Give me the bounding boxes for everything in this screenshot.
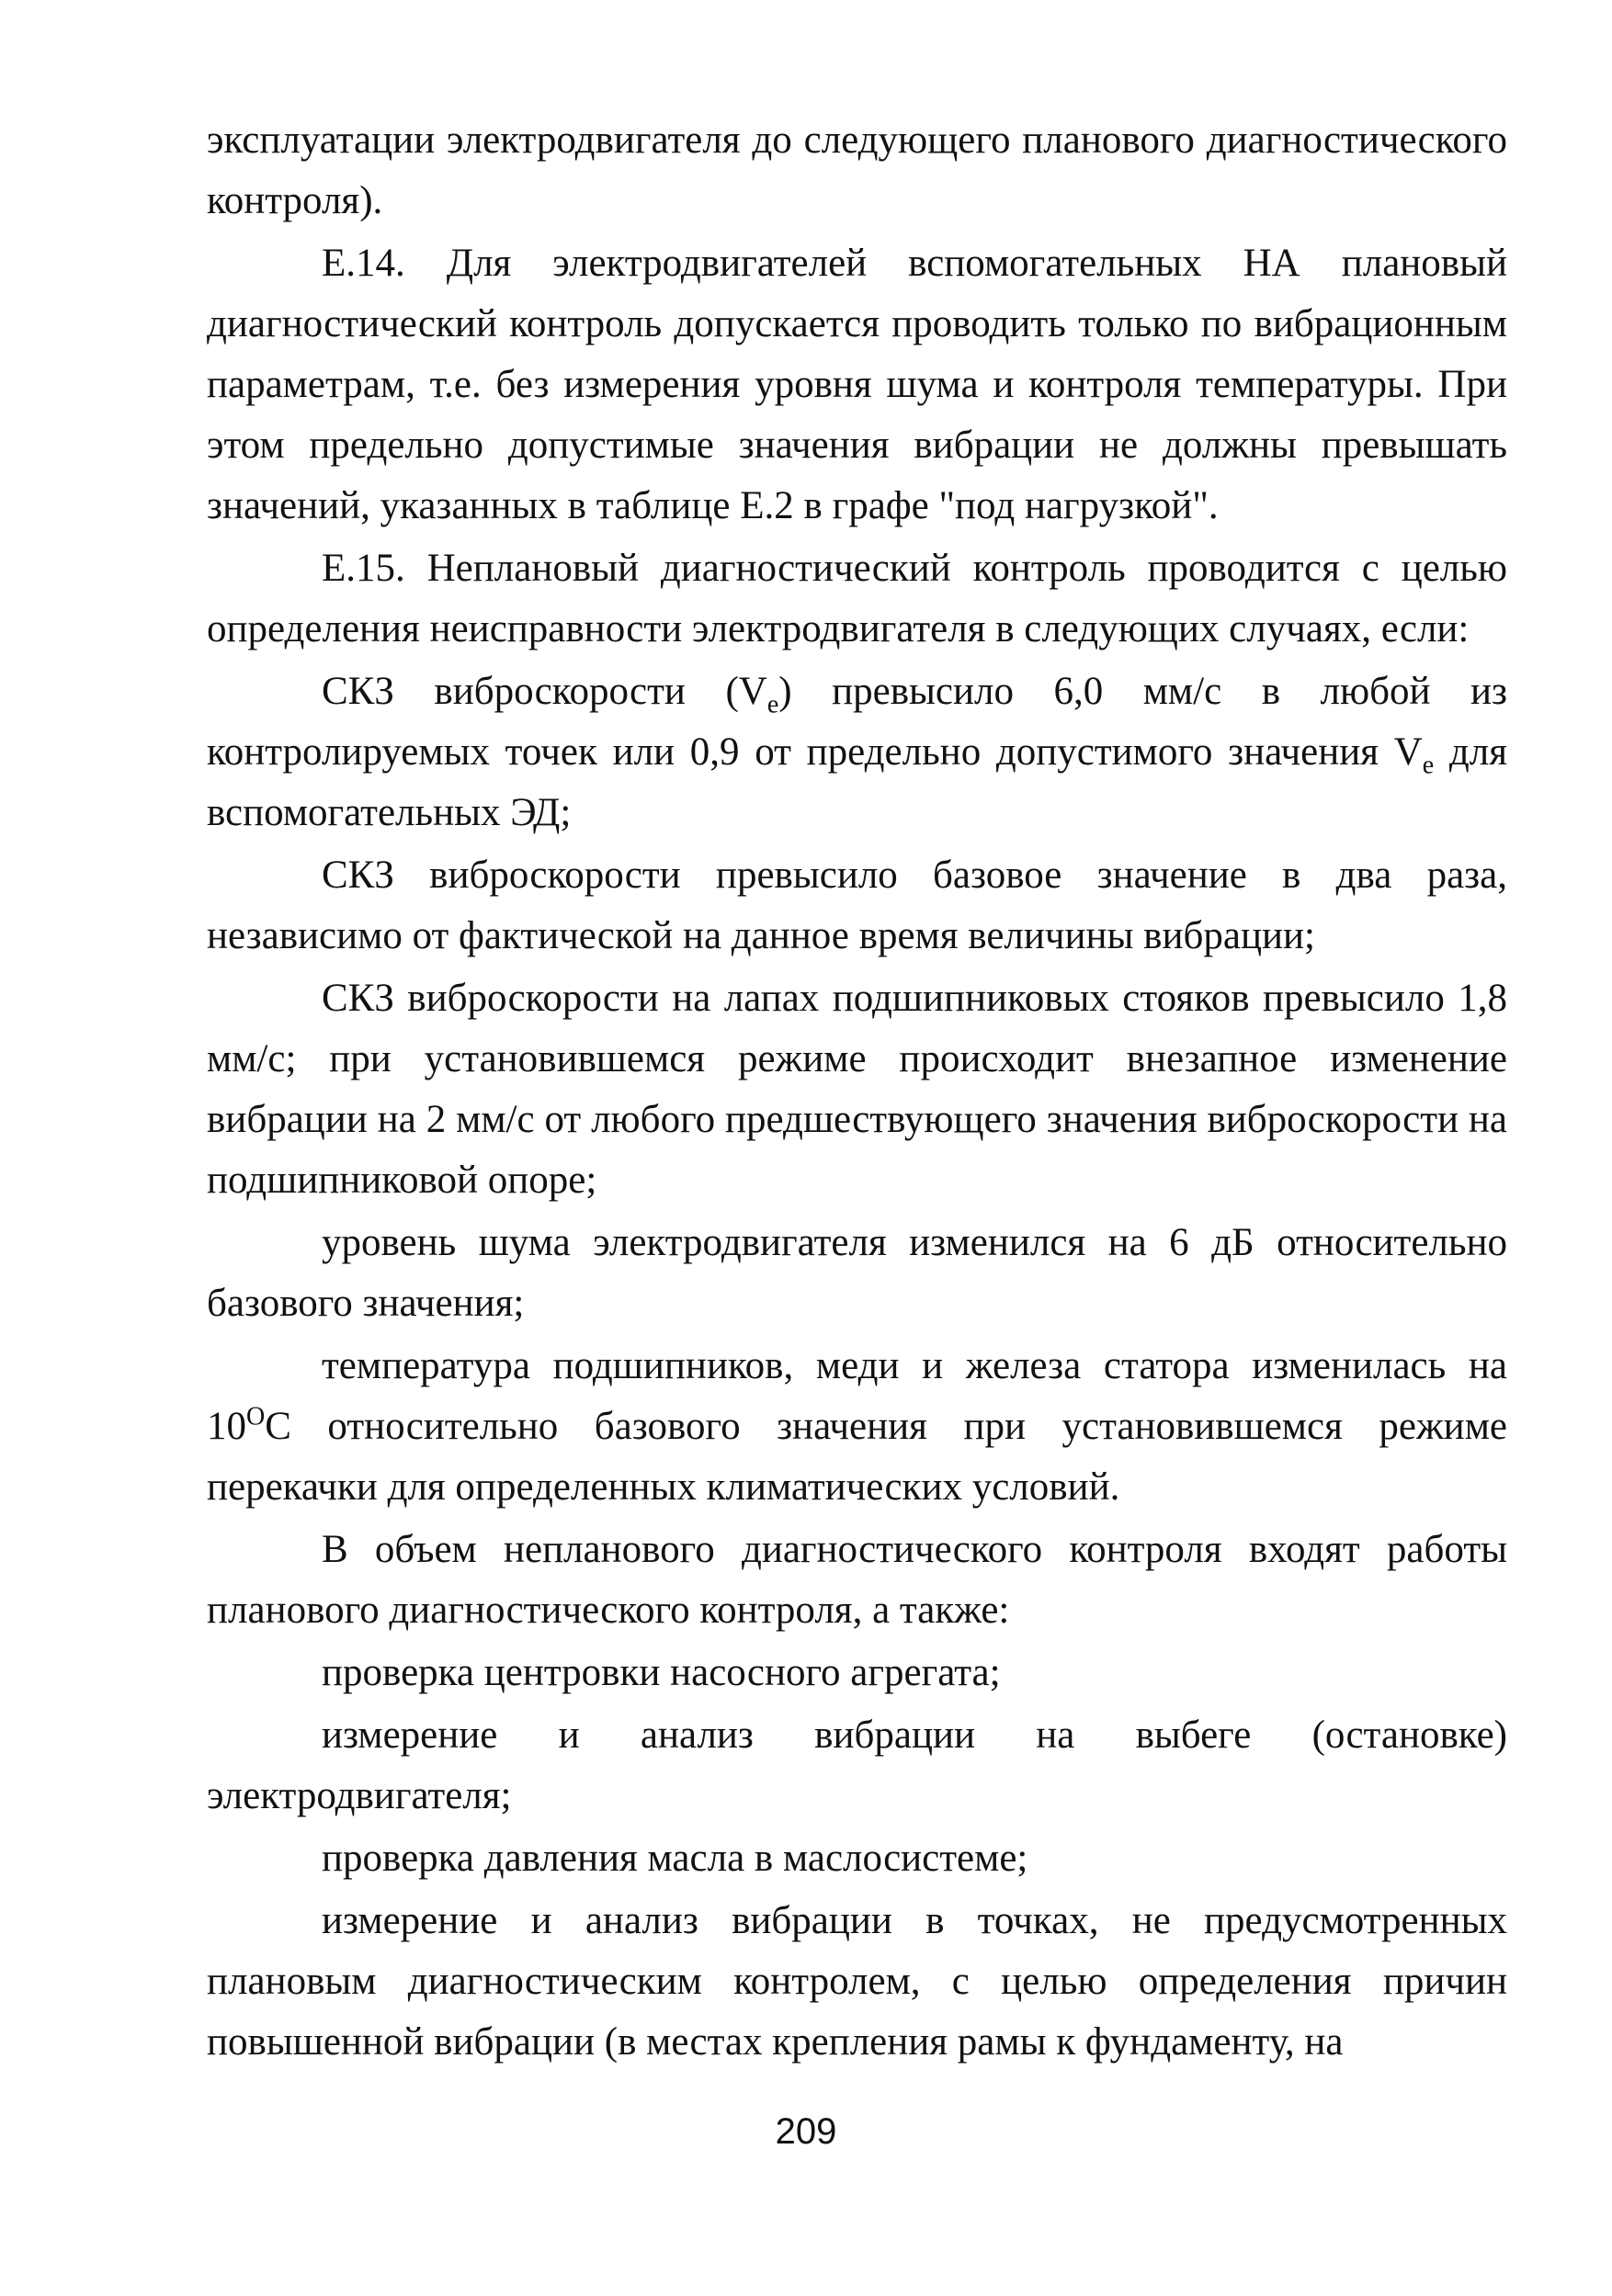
text-fragment: ) превысило 6,0 мм/с в любой из контролируемых точек или 0,9 от предельно допустимого значения V bbox=[207, 670, 1507, 774]
text-fragment: температура подшипников, меди и железа статора изменилась на 10 bbox=[207, 1344, 1507, 1448]
list-item-temperature bbox=[207, 1336, 1507, 1518]
list-item-alignment: проверка центровки насосного агрегата; bbox=[322, 1651, 1001, 1694]
superscript: O bbox=[246, 1402, 266, 1431]
list-item-skz-double: СКЗ виброскорости превысило базовое значение в два раза, независимо от фактической на данное время величины вибрации; bbox=[207, 854, 1507, 957]
document-page bbox=[207, 110, 1507, 2075]
list-item-coastdown: измерение и анализ вибрации на выбеге (остановке) электродвигателя; bbox=[207, 1714, 1507, 1817]
paragraph-continuation: эксплуатации электродвигателя до следующего планового диагностического контроля). bbox=[207, 119, 1507, 222]
paragraph-e15: Е.15. Неплановый диагностический контроль проводится с целью определения неисправности электродвигателя в следующих случаях, если: bbox=[207, 547, 1507, 650]
paragraph-e14: Е.14. Для электродвигателей вспомогательных НА плановый диагностический контроль допускается проводить только по вибрационным параметрам, т.е. без измерения уровня шума и контроля температуры. При этом предельно допустимые значения вибрации не должны превышать значений, указанных в таблице Е.2 в графе "под нагрузкой". bbox=[207, 242, 1507, 527]
paragraph-scope: В объем непланового диагностического контроля входят работы планового диагностического контроля, а также: bbox=[207, 1528, 1507, 1632]
text-fragment: для вспомогательных ЭД; bbox=[207, 730, 1507, 834]
text-fragment: СКЗ виброскорости (V bbox=[322, 670, 767, 713]
list-item-extra-points: измерение и анализ вибрации в точках, не предусмотренных плановым диагностическим контролем, с целью определения причин повышенной вибрации (в местах крепления рамы к фундаменту, на bbox=[207, 1899, 1507, 2064]
subscript: e bbox=[1422, 751, 1435, 780]
list-item-oil-pressure: проверка давления масла в маслосистеме; bbox=[322, 1837, 1028, 1880]
page-number: 209 bbox=[775, 2111, 837, 2152]
text-fragment: С относительно базового значения при установившемся режиме перекачки для определенных климатических условий. bbox=[207, 1405, 1507, 1509]
list-item-skz-exceeded bbox=[207, 662, 1507, 843]
list-item-noise: уровень шума электродвигателя изменился на 6 дБ относительно базового значения; bbox=[207, 1221, 1507, 1325]
list-item-skz-bearing: СКЗ виброскорости на лапах подшипниковых стояков превысило 1,8 мм/с; при установившемся режиме происходит внезапное изменение вибрации на 2 мм/с от любого предшествующего значения виброскорости на подшипниковой опоре; bbox=[207, 977, 1507, 1202]
subscript: e bbox=[766, 690, 779, 719]
